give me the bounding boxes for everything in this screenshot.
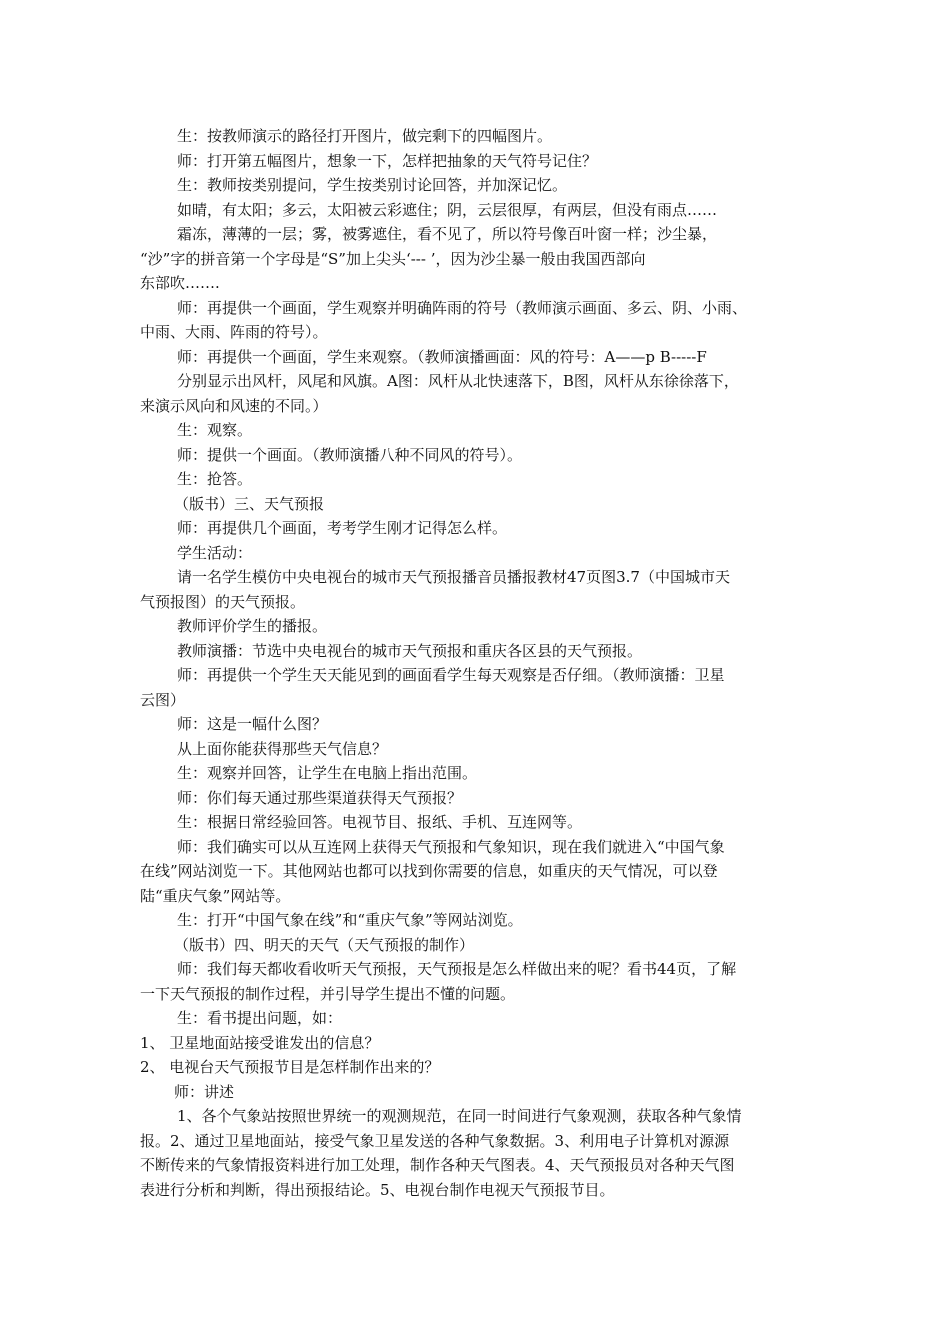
text-line: 师：讲述: [174, 1082, 235, 1101]
text-line: 生：根据日常经验回答。电视节目、报纸、手机、互连网等。: [177, 813, 583, 831]
text-line: 师：我们每天都收看收听天气预报，天气预报是怎么样做出来的呢？看书44页，了解: [177, 960, 737, 978]
text-line: 请一名学生模仿中央电视台的城市天气预报播音员播报教材47页图3.7（中国城市天: [177, 568, 730, 586]
text-line: 师：再提供一个画面，学生观察并明确阵雨的符号（教师演示画面、多云、阴、小雨、: [177, 298, 748, 317]
text-line: 一下天气预报的制作过程，并引导学生提出不懂的问题。: [140, 984, 516, 1003]
text-line: 陆“重庆气象”网站等。: [140, 886, 291, 905]
text-line: 不断传来的气象情报资料进行加工处理，制作各种天气图表。4、天气预报员对各种天气图: [140, 1156, 735, 1174]
text-line: 生：打开“中国气象在线”和“重庆气象”等网站浏览。: [177, 911, 523, 929]
text-line: 如晴，有太阳；多云，太阳被云彩遮住；阴，云层很厚，有两层，但没有雨点……: [177, 200, 718, 219]
text-line: 生：抢答。: [177, 470, 253, 488]
section-heading: （版书）四、明天的天气（天气预报的制作）: [174, 935, 475, 954]
text-line: “沙”字的拼音第一个字母是“S”加上尖头‘--- ’，因为沙尘暴一般由我国西部向: [140, 249, 646, 268]
text-line: 师：再提供一个学生天天能见到的画面看学生每天观察是否仔细。（教师演播：卫星: [177, 666, 725, 684]
text-line: 师：这是一幅什么图？: [177, 715, 328, 733]
text-line: 生：按教师演示的路径打开图片，做完剩下的四幅图片。: [177, 127, 553, 145]
section-heading: （版书）三、天气预报: [174, 494, 325, 513]
text-line: 气预报图）的天气预报。: [140, 592, 306, 611]
text-line: 生：观察。: [177, 421, 253, 439]
text-line: 从上面你能获得那些天气信息？: [177, 739, 388, 758]
text-line: 东部吹…….: [140, 274, 220, 292]
text-line: 中雨、大雨、阵雨的符号）。: [140, 323, 328, 341]
text-line: 表进行分析和判断，得出预报结论。5、电视台制作电视天气预报节目。: [140, 1180, 615, 1199]
text-line: 云图）: [140, 690, 186, 709]
text-line: 在线”网站浏览一下。其他网站也都可以找到你需要的信息，如重庆的天气情况，可以登: [140, 862, 718, 880]
text-line: 师：再提供几个画面，考考学生刚才记得怎么样。: [177, 519, 508, 537]
text-line: 教师演播：节选中央电视台的城市天气预报和重庆各区县的天气预报。: [177, 641, 643, 660]
text-line: 师：打开第五幅图片，想象一下，怎样把抽象的天气符号记住？: [177, 151, 598, 170]
text-line: 生：观察并回答，让学生在电脑上指出范围。: [177, 764, 478, 782]
text-line: 师：我们确实可以从互连网上获得天气预报和气象知识，现在我们就进入“中国气象: [177, 837, 725, 856]
text-line: 教师评价学生的播报。: [177, 617, 328, 635]
list-item: 1、 卫星地面站接受谁发出的信息？: [140, 1033, 380, 1052]
text-line: 师：再提供一个画面，学生来观察。（教师演播画面：风的符号：A——p B-----F: [177, 347, 707, 366]
text-line: 分别显示出风杆，风尾和风旗。A图：风杆从北快速落下，B图，风杆从东徐徐落下，: [177, 372, 739, 390]
list-item: 2、 电视台天气预报节目是怎样制作出来的？: [140, 1058, 440, 1076]
text-line: 霜冻，薄薄的一层；雾，被雾遮住，看不见了，所以符号像百叶窗一样；沙尘暴，: [177, 225, 718, 243]
text-line: 师：你们每天通过那些渠道获得天气预报？: [177, 788, 463, 807]
text-line: 1、各个气象站按照世界统一的观测规范，在同一时间进行气象观测，获取各种气象情: [177, 1107, 742, 1125]
text-line: 学生活动：: [177, 543, 253, 562]
text-line: 生：教师按类别提问，学生按类别讨论回答，并加深记忆。: [177, 176, 568, 194]
text-line: 生：看书提出问题，如：: [177, 1009, 343, 1027]
text-line: 报。2、通过卫星地面站，接受气象卫星发送的各种气象数据。3、利用电子计算机对源源: [140, 1131, 730, 1150]
document-body: [140, 124, 820, 1202]
text-line: 来演示风向和风速的不同。）: [140, 396, 328, 415]
text-line: 师：提供一个画面。（教师演播八种不同风的符号）。: [177, 445, 523, 464]
